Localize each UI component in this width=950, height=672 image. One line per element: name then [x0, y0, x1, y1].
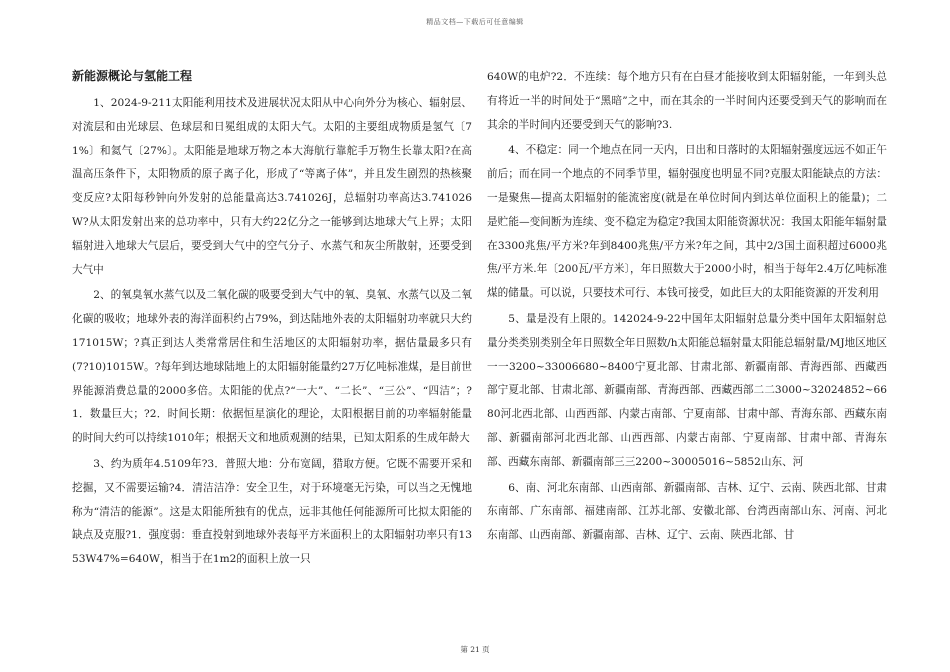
paragraph-4: 4、不稳定：同一个地点在同一天内，日出和日落时的太阳辐射强度远远不如正午前后；而在同一个地点的不同季节里，辐射强度也明显不同?克服太阳能缺点的方法：一是聚焦—提高太阳辐射的能流密度(就是在单位时间内到达单位面积上的能量)；二是贮能—变间断为连续、变不稳定为稳定?我国太阳能资源状况：我国太阳能年辐射量在3300兆焦/平方米?年到8400兆焦/平方米?年之间，其中2/3国土面积超过6000兆焦/平方米.年〔200瓦/平方米〕，年日照数大于2000小时，相当于每年2.4万亿吨标准煤的储量。可以说，只要技术可行、本钱可接受，如此巨大的太阳能资源的开发利用	[487, 144, 887, 300]
paragraph-3-continued: 640W的电炉?2．不连续：每个地方只有在白昼才能接收到太阳辐射能，一年到头总有将近一半的时间处于“黑暗”之中，而在其余的一半时间内还要受到天气的影响而在其余的半时间内还要受到天气的影响?3.	[487, 71, 887, 131]
document-title: 新能源概论与氢能工程	[72, 69, 193, 83]
paragraph-1: 1、2024-9-211太阳能利用技术及进展状况太阳从中心向外分为核心、辐射层、对流层和由光球层、色球层和日冕组成的太阳大气。太阳的主要组成物质是氢气〔71%〕和氦气〔27%〕。太阳能是地球万物之本大海航行靠舵手万物生长靠太阳?在高温高压条件下，太阳物质的原子离子化，形成了“等离子体”，并且发生剧烈的热核聚变反应?太阳每秒钟向外发射的总能量高达3.741026J，总辐射功率高达3.741026W?从太阳发射出来的总功率中，只有大约22亿分之一能够到达地球大气上界；太阳辐射进入地球大气层后，要受到大气中的空气分子、水蒸气和灰尘所散射，还要受到大气中	[72, 97, 472, 276]
left-column	[72, 66, 472, 572]
paragraph-6: 6、南、河北东南部、山西南部、新疆南部、吉林、辽宁、云南、陕西北部、甘肃东南部、广东南部、福建南部、江苏北部、安徽北部、台湾西南部山东、河南、河北东南部、山西南部、新疆南部、吉林、辽宁、云南、陕西北部、甘	[487, 481, 887, 542]
page-number: 第 21 页	[460, 645, 490, 654]
page-header: 精品文档—下载后可任意编辑	[426, 18, 524, 26]
paragraph-3: 3、约为质年4.5109年?3．普照大地：分布宽阔，猎取方便。它既不需要开采和挖掘，又不需要运输?4．清洁洁净：安全卫生，对于环境毫无污染，可以当之无愧地称为“清洁的能源”。这是太阳能所独有的优点，远非其他任何能源所可比拟太阳能的缺点及克服?1．强度弱：垂直投射到地球外表每平方米面积上的太阳辐射功率只有1353W47%=640W，相当于在1m2的面积上放一只	[72, 457, 472, 566]
paragraph-2: 2、的氧臭氧水蒸气以及二氧化碳的吸要受到大气中的氧、臭氧、水蒸气以及二氧化碳的吸收；地球外表的海洋面积约占79%，到达陆地外表的太阳辐射功率就只大约171015W；?真正到达人类常常居住和生活地区的太阳辐射功率，据估量最多只有(7?10)1015W。?每年到达地球陆地上的太阳辐射能量约27万亿吨标准煤，是目前世界能源消费总量的2000多倍。太阳能的优点?“一大”、“二长”、“三公”、“四洁”；?1．数量巨大；?2．时间长期：依据恒星演化的理论，太阳根据目前的功率辐射能量的时间大约可以持续1010年；根据天文和地质观测的结果，已知太阳系的生成年龄大	[72, 289, 472, 445]
paragraph-5: 5、量是没有上限的。142024-9-22中国年太阳辐射总量分类中国年太阳辐射总量分类类别类别全年日照数全年日照数/h太阳能总辐射量太阳能总辐射量/MJ地区地区一一3200~33006680~8400宁夏北部、甘肃北部、新疆南部、青海西部、西藏西部宁夏北部、甘肃北部、新疆南部、青海西部、西藏西部二二3000~32024852~6680河北西北部、山西西部、内蒙古南部、宁夏南部、甘肃中部、青海东部、西藏东南部、新疆南部河北西北部、山西西部、内蒙古南部、宁夏南部、甘肃中部、青海东部、西藏东南部、新疆南部三三2200~30005016~5852山东、河	[487, 312, 887, 468]
right-column	[487, 66, 887, 548]
